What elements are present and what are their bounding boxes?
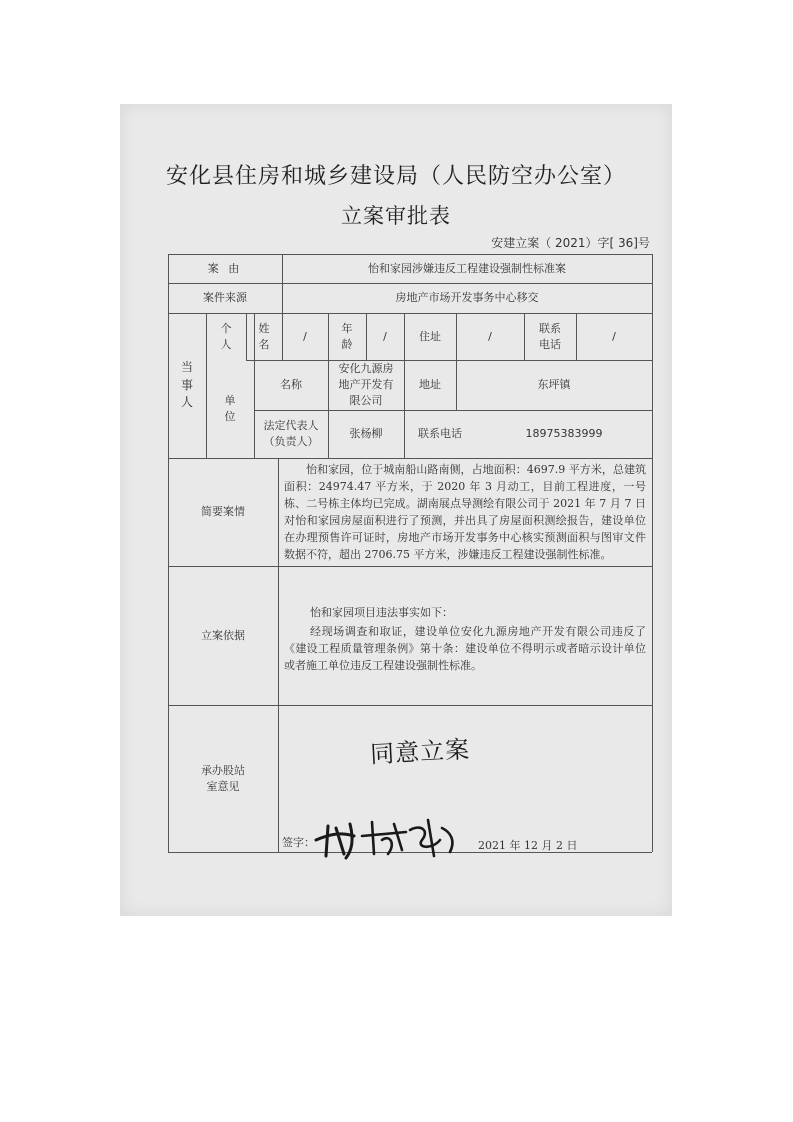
case-value: 怡和家园涉嫌违反工程建设强制性标准案 bbox=[368, 261, 566, 275]
basis-label: 立案依据 bbox=[201, 628, 245, 642]
phone-value: / bbox=[612, 329, 616, 343]
document-page bbox=[120, 104, 672, 916]
party-label: 当事人 bbox=[180, 360, 193, 410]
basis-text: 经现场调查和取证，建设单位安化九源房地产开发有限公司违反了《建设工程质量管理条例》第十条：建设单位不得明示或者暗示设计单位或者施工单位违反工程建设强制性标准。 bbox=[284, 625, 646, 672]
unit-address-label: 地址 bbox=[419, 378, 441, 392]
phone-label: 联系电话 bbox=[539, 321, 561, 351]
name-value: / bbox=[303, 329, 307, 343]
case-label: 案 由 bbox=[207, 261, 243, 275]
unit-name-label: 名称 bbox=[280, 378, 302, 392]
age-value: / bbox=[383, 329, 387, 343]
document-subtitle: 立案审批表 bbox=[341, 204, 451, 228]
summary-label: 简要案情 bbox=[201, 505, 245, 519]
name-label: 姓名 bbox=[258, 321, 270, 351]
age-label: 年龄 bbox=[341, 321, 353, 351]
address-label: 住址 bbox=[419, 329, 441, 343]
sign-label: 签字： bbox=[282, 836, 315, 849]
basis-intro: 怡和家园项目违法事实如下： bbox=[310, 606, 453, 619]
rep-phone-value: 18975383999 bbox=[525, 427, 603, 441]
rep-value: 张杨柳 bbox=[349, 427, 383, 441]
address-value: / bbox=[488, 329, 492, 343]
source-label: 案件来源 bbox=[203, 291, 247, 305]
document-title: 安化县住房和城乡建设局（人民防空办公室） bbox=[165, 164, 626, 189]
person-label: 个人 bbox=[220, 321, 232, 351]
handwritten-signature bbox=[310, 810, 470, 862]
rep-label: 法定代表人（负责人） bbox=[263, 419, 319, 448]
opinion-label: 承办股站室意见 bbox=[201, 763, 245, 793]
document-number: 安建立案（ 2021）字[ 36]号 bbox=[491, 236, 650, 250]
source-value: 房地产市场开发事务中心移交 bbox=[395, 291, 539, 305]
sign-date: 2021 年 12 月 2 日 bbox=[478, 839, 578, 852]
summary-text: 怡和家园，位于城南船山路南侧，占地面积：4697.9 平方米，总建筑面积：24974.47 平方米，于 2020 年 3 月动工，目前工程进度，一号栋、二号栋主体均已完成。湖南展点导测绘有限公司于 2021 年 7 月 7 日对怡和家园房屋面积进行了预测，并出具了房屋面积测绘报告，建设单位在办理预售许可证时，房地产市场开发事务中心核实预测面积与图审文件数据不符，超出 2706.75 平方米，涉嫌违反工程建设强制性标准。 bbox=[284, 463, 646, 561]
unit-name-value: 安化九源房地产开发有限公司 bbox=[338, 362, 394, 407]
handwritten-opinion: 同意立案 bbox=[369, 735, 471, 769]
rep-phone-label: 联系电话 bbox=[418, 427, 462, 441]
unit-label: 单位 bbox=[224, 394, 236, 423]
unit-address-value: 东坪镇 bbox=[537, 378, 571, 392]
